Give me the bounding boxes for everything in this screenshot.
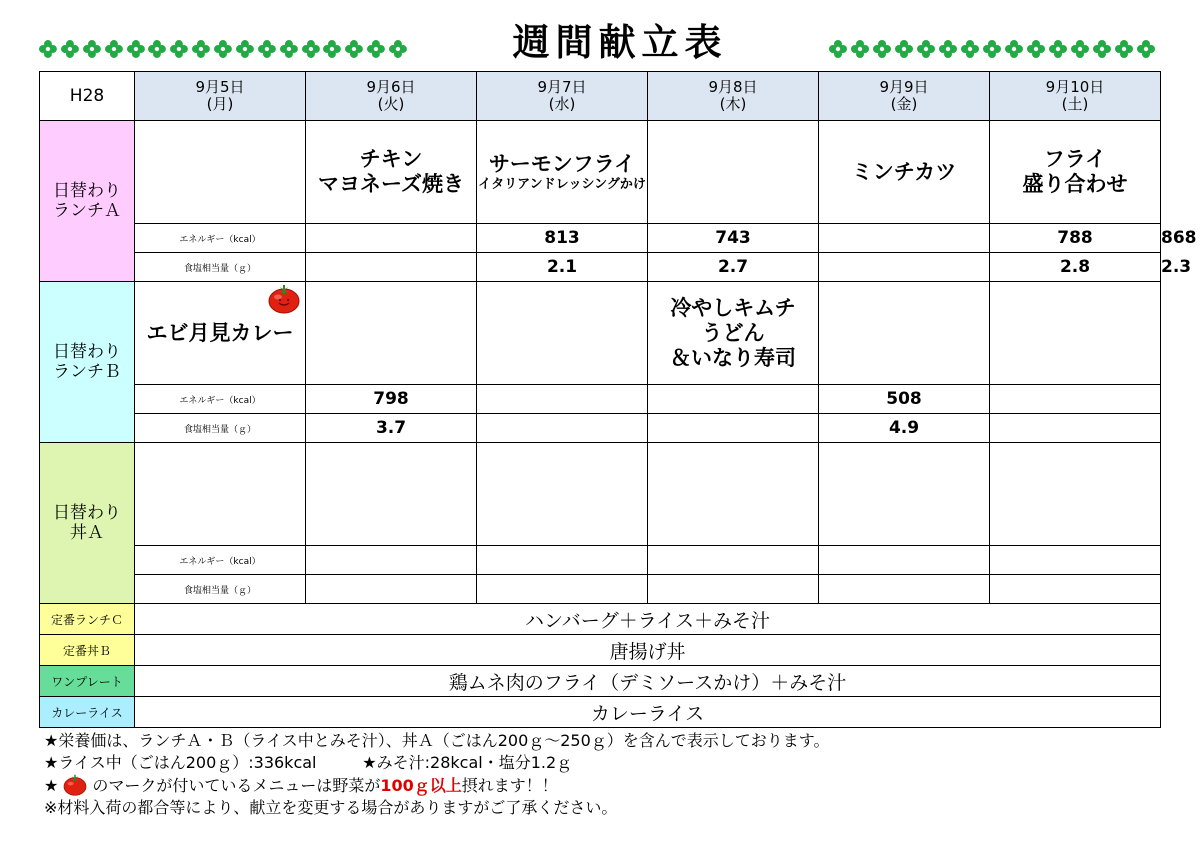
lunch-a-dish — [135, 121, 306, 224]
dish-line: チキン — [359, 147, 423, 171]
dish-line: サーモンフライ — [488, 151, 636, 176]
dish-line: 冷やしキムチ — [670, 295, 796, 320]
clover-icon — [60, 39, 80, 59]
lunch-b-dish — [990, 282, 1161, 385]
energy-value: 813 — [477, 224, 648, 253]
tomato-icon — [62, 774, 88, 796]
clover-icon — [169, 39, 189, 59]
clover-icon — [1026, 39, 1046, 59]
day-header — [648, 72, 819, 121]
salt-value — [477, 414, 648, 443]
fixed-value: ハンバーグ＋ライス＋みそ汁 — [135, 604, 1161, 635]
salt-value — [648, 414, 819, 443]
clover-icon — [235, 39, 255, 59]
lunch-a-label — [40, 121, 135, 282]
lunch-b-energy-row — [40, 385, 1161, 414]
day-header — [477, 72, 648, 121]
clover-icon — [1070, 39, 1090, 59]
clover-icon — [344, 39, 364, 59]
don-a-dish — [135, 443, 306, 546]
energy-value — [648, 546, 819, 575]
energy-label: エネルギー（kcal） — [135, 224, 306, 253]
energy-value — [306, 224, 477, 253]
day-header — [135, 72, 306, 121]
note-text: ★みそ汁:28kcal・塩分1.2ｇ — [362, 753, 573, 772]
label-line: 丼Ａ — [70, 523, 104, 543]
clover-decoration-left — [38, 38, 410, 60]
day-weekday: (水) — [548, 95, 576, 113]
day-weekday: (木) — [719, 95, 747, 113]
day-date: 9月6日 — [366, 78, 416, 96]
lunch-b-salt-row — [40, 414, 1161, 443]
salt-value — [648, 575, 819, 604]
clover-icon — [828, 39, 848, 59]
salt-value: 2.8 — [990, 253, 1161, 282]
day-date: 9月9日 — [879, 78, 929, 96]
salt-value: 4.9 — [819, 414, 990, 443]
energy-label: エネルギー（kcal） — [135, 385, 306, 414]
label-line: 日替わり — [53, 181, 121, 201]
clover-icon — [1136, 39, 1156, 59]
clover-icon — [366, 39, 386, 59]
clover-icon — [126, 39, 146, 59]
lunch-b-dish — [648, 282, 819, 385]
notes — [44, 730, 1164, 819]
energy-value — [477, 385, 648, 414]
note-text: のマークが付いているメニューは野菜が — [92, 776, 381, 795]
don-a-dish — [990, 443, 1161, 546]
label-line: ランチＢ — [53, 362, 121, 382]
energy-value: 788 — [990, 224, 1161, 253]
fixed-value: カレーライス — [135, 697, 1161, 728]
day-header — [306, 72, 477, 121]
clover-icon — [894, 39, 914, 59]
dish-line: イタリアンドレッシングかけ — [478, 176, 646, 192]
clover-icon — [301, 39, 321, 59]
day-date: 9月7日 — [537, 78, 587, 96]
energy-value — [306, 546, 477, 575]
energy-value — [819, 224, 990, 253]
energy-value: 743 — [648, 224, 819, 253]
fixed-label: 定番ランチＣ — [40, 604, 135, 635]
don-a-dish-row — [40, 443, 1161, 546]
don-a-salt-row — [40, 575, 1161, 604]
lunch-a-dish — [819, 121, 990, 224]
fixed-value: 唐揚げ丼 — [135, 635, 1161, 666]
clover-icon — [279, 39, 299, 59]
weekly-menu-table — [39, 71, 1197, 728]
clover-icon — [82, 39, 102, 59]
clover-icon — [1004, 39, 1024, 59]
fixed-label: ワンプレート — [40, 666, 135, 697]
clover-icon — [916, 39, 936, 59]
clover-icon — [938, 39, 958, 59]
day-date: 9月10日 — [1045, 78, 1105, 96]
dish-line: ＆いなり寿司 — [670, 345, 796, 370]
clover-icon — [147, 39, 167, 59]
lunch-a-dish-row — [40, 121, 1161, 224]
clover-icon — [1114, 39, 1134, 59]
fixed-row-one-plate — [40, 666, 1161, 697]
salt-label: 食塩相当量（ｇ） — [135, 575, 306, 604]
lunch-a-dish — [648, 121, 819, 224]
clover-icon — [191, 39, 211, 59]
dish-line: フライ — [1043, 147, 1107, 171]
don-a-dish — [477, 443, 648, 546]
energy-value: 798 — [306, 385, 477, 414]
day-weekday: (火) — [377, 95, 405, 113]
salt-value: 2.7 — [648, 253, 819, 282]
day-weekday: (土) — [1061, 95, 1089, 113]
salt-label: 食塩相当量（ｇ） — [135, 414, 306, 443]
lunch-b-dish — [135, 282, 306, 385]
fixed-value: 鶏ムネ肉のフライ（デミソースかけ）＋みそ汁 — [135, 666, 1161, 697]
day-date: 9月8日 — [708, 78, 758, 96]
fixed-row-curry — [40, 697, 1161, 728]
clover-icon — [257, 39, 277, 59]
energy-value — [648, 385, 819, 414]
lunch-b-dish — [819, 282, 990, 385]
clover-icon — [872, 39, 892, 59]
salt-value — [819, 253, 990, 282]
fixed-row-don-b — [40, 635, 1161, 666]
note-line — [44, 752, 1164, 774]
lunch-b-label — [40, 282, 135, 443]
energy-value — [819, 546, 990, 575]
fixed-row-lunch-c — [40, 604, 1161, 635]
note-text: ★ — [44, 776, 59, 795]
lunch-a-energy-row: エネルギー（kcal） 813 743 788 868 — [40, 224, 1161, 253]
header-row — [40, 72, 1161, 121]
label-line: 日替わり — [53, 503, 121, 523]
lunch-b-dish-row — [40, 282, 1161, 385]
don-a-energy-row — [40, 546, 1161, 575]
note-line — [44, 774, 1164, 797]
dish-line: 盛り合わせ — [1022, 172, 1128, 196]
clover-icon — [982, 39, 1002, 59]
energy-value: 508 — [819, 385, 990, 414]
clover-icon — [1048, 39, 1068, 59]
dish-line: マヨネーズ焼き — [318, 172, 464, 196]
clover-icon — [960, 39, 980, 59]
lunch-a-dish — [306, 121, 477, 224]
lunch-a-dish — [477, 121, 648, 224]
clover-icon — [104, 39, 124, 59]
lunch-a-salt-row: 食塩相当量（ｇ） 2.1 2.7 2.8 2.3 — [40, 253, 1161, 282]
day-weekday: (金) — [890, 95, 918, 113]
salt-value: 2.1 — [477, 253, 648, 282]
note-text: 摂れます！！ — [461, 776, 558, 795]
clover-icon — [850, 39, 870, 59]
salt-value: 3.7 — [306, 414, 477, 443]
don-a-label — [40, 443, 135, 604]
clover-decoration-right — [828, 38, 1158, 60]
clover-icon — [38, 39, 58, 59]
era-label: H28 — [40, 72, 135, 121]
lunch-b-dish — [477, 282, 648, 385]
note-line: ★栄養価は、ランチＡ・Ｂ（ライス中とみそ汁）、丼Ａ（ごはん200ｇ～250ｇ）を含んで表示しております。 — [44, 731, 830, 750]
day-header — [819, 72, 990, 121]
note-text: ★ライス中（ごはん200ｇ）:336kcal — [44, 753, 317, 772]
tomato-icon — [267, 284, 301, 314]
note-line: ※材料入荷の都合等により、献立を変更する場合がありますがご了承ください。 — [44, 798, 618, 817]
day-weekday: (月) — [206, 95, 234, 113]
salt-label: 食塩相当量（ｇ） — [135, 253, 306, 282]
salt-value — [990, 575, 1161, 604]
clover-icon — [388, 39, 408, 59]
don-a-dish — [648, 443, 819, 546]
clover-icon — [1092, 39, 1112, 59]
don-a-dish — [819, 443, 990, 546]
salt-value — [990, 414, 1161, 443]
day-header — [990, 72, 1161, 121]
energy-label: エネルギー（kcal） — [135, 546, 306, 575]
page-title: 週間献立表 — [512, 21, 728, 64]
salt-value — [306, 575, 477, 604]
note-highlight: 100ｇ以上 — [380, 776, 462, 795]
fixed-label: カレーライス — [40, 697, 135, 728]
clover-icon — [322, 39, 342, 59]
salt-value — [819, 575, 990, 604]
fixed-label: 定番丼Ｂ — [40, 635, 135, 666]
clover-icon — [213, 39, 233, 59]
label-line: 日替わり — [53, 342, 121, 362]
energy-value — [990, 546, 1161, 575]
energy-value — [990, 385, 1161, 414]
salt-value — [477, 575, 648, 604]
lunch-a-dish — [990, 121, 1161, 224]
label-line: ランチＡ — [53, 201, 121, 221]
day-date: 9月5日 — [195, 78, 245, 96]
salt-value — [306, 253, 477, 282]
don-a-dish — [306, 443, 477, 546]
dish-line: うどん — [701, 320, 765, 345]
energy-value — [477, 546, 648, 575]
lunch-b-dish — [306, 282, 477, 385]
dish-line: ミンチカツ — [851, 159, 957, 184]
dish-line: エビ月見カレー — [146, 320, 294, 345]
